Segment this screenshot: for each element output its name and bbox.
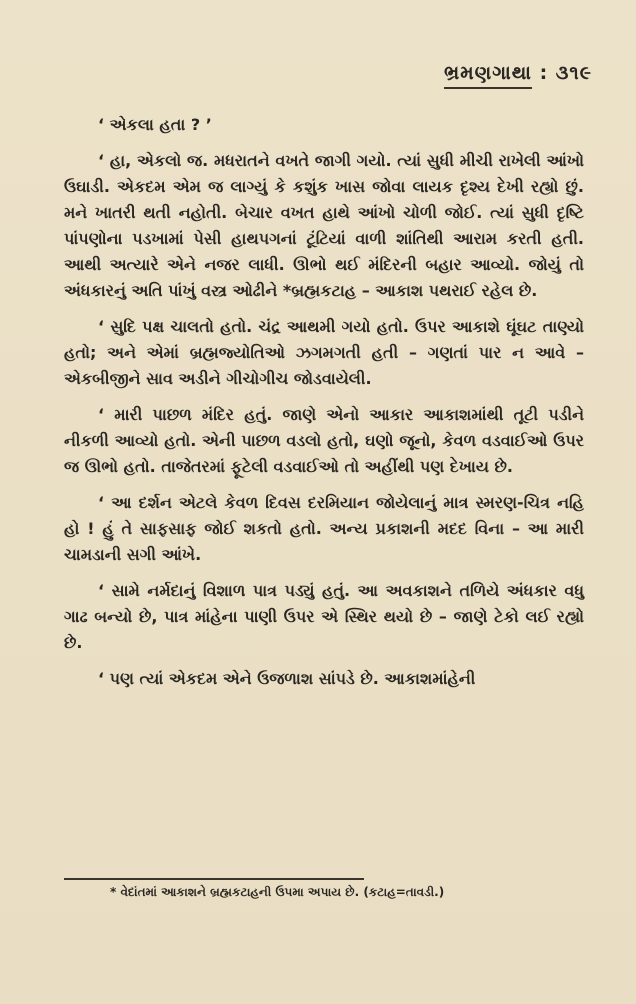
- body-text: [64, 112, 584, 702]
- paragraph-4: ‘ મારી પાછળ મંદિર હતું. જાણે એનો આકાર આકાશમાંથી તૂટી પડીને નીકળી આવ્યો હતો. એની પાછળ વડલો હતો, ઘણો જૂનો, કેવળ વડવાઈઓ ઉપર જ ઊભો હતો. તાજેતરમાં ફૂટેલી વડવાઈઓ તો અહીંથી પણ દેખાય છે.: [64, 405, 584, 476]
- paragraph-6: ‘ સામે નર્મદાનું વિશાળ પાત્ર પડ્યું હતું. આ અવકાશને તળિયે અંધકાર વધુ ગાઢ બન્યો છે, પાત્ર માંહેના પાણી ઉપર એ સ્થિર થયો છે – જાણે ટેકો લઈ રહ્યો છે.: [64, 581, 584, 652]
- paragraph-5: ‘ આ દર્શન એટલે કેવળ દિવસ દરમિયાન જોયેલાનું માત્ર સ્મરણ-ચિત્ર નહિ હો ! હું તે સાફસાફ જોઈ શકતો હતો. અન્ય પ્રકાશની મદદ વિના – આ મારી ચામડાની સગી આંખે.: [64, 493, 584, 564]
- footnote-divider: [64, 878, 364, 880]
- running-head-title: ભ્રમણગાથા: [444, 62, 532, 89]
- paragraph-7: ‘ પણ ત્યાં એકદમ એને ઉજળાશ સાંપડે છે. આકાશમાંહેની: [98, 669, 476, 688]
- paragraph-3: ‘ સુદિ પક્ષ ચાલતો હતો. ચંદ્ર આથમી ગયો હતો. ઉપર આકાશે ઘૂંઘટ તાણ્યો હતો; અને એમાં બ્રહ્મજ્યોતિઓ ઝગમગતી હતી – ગણતાં પાર ન આવે – એકબીજીને સાવ અડીને ગીચોગીચ જોડવાયેલી.: [64, 317, 584, 388]
- page-number: ૩૧૯: [555, 62, 592, 84]
- running-head-separator: :: [531, 62, 556, 84]
- running-head: [444, 62, 592, 89]
- paragraph-1: ‘ એકલા હતા ? ’: [98, 115, 212, 134]
- paragraph-2: ‘ હા, એકલો જ. મધરાતને વખતે જાગી ગયો. ત્યાં સુધી મીચી રાખેલી આંખો ઉઘાડી. એકદમ એમ જ લાગ્યું કે કશુંક ખાસ જોવા લાયક દૃશ્ય દેખી રહ્યો છું. મને ખાતરી થતી નહોતી. બેચાર વખત હાથે આંખો ચોળી જોઈ. ત્યાં સુધી દૃષ્ટિ પાંપણોના પડખામાં પેસી હાથપગનાં ટૂંટિયાં વાળી શાંતિથી આરામ કરતી હતી. આથી અત્યારે એને નજર લાધી. ઊભો થઈ મંદિરની બહાર આવ્યો. જોયું તો અંધકારનું અતિ પાંખું વસ્ત્ર ઓઢીને *બ્રહ્મકટાહ – આકાશ પથરાઈ રહેલ છે.: [64, 151, 584, 300]
- footnote: * વેદાંતમાં આકાશને બ્રહ્મકટાહની ઉપમા અપાય છે. (કટાહ=તાવડી.): [110, 885, 445, 899]
